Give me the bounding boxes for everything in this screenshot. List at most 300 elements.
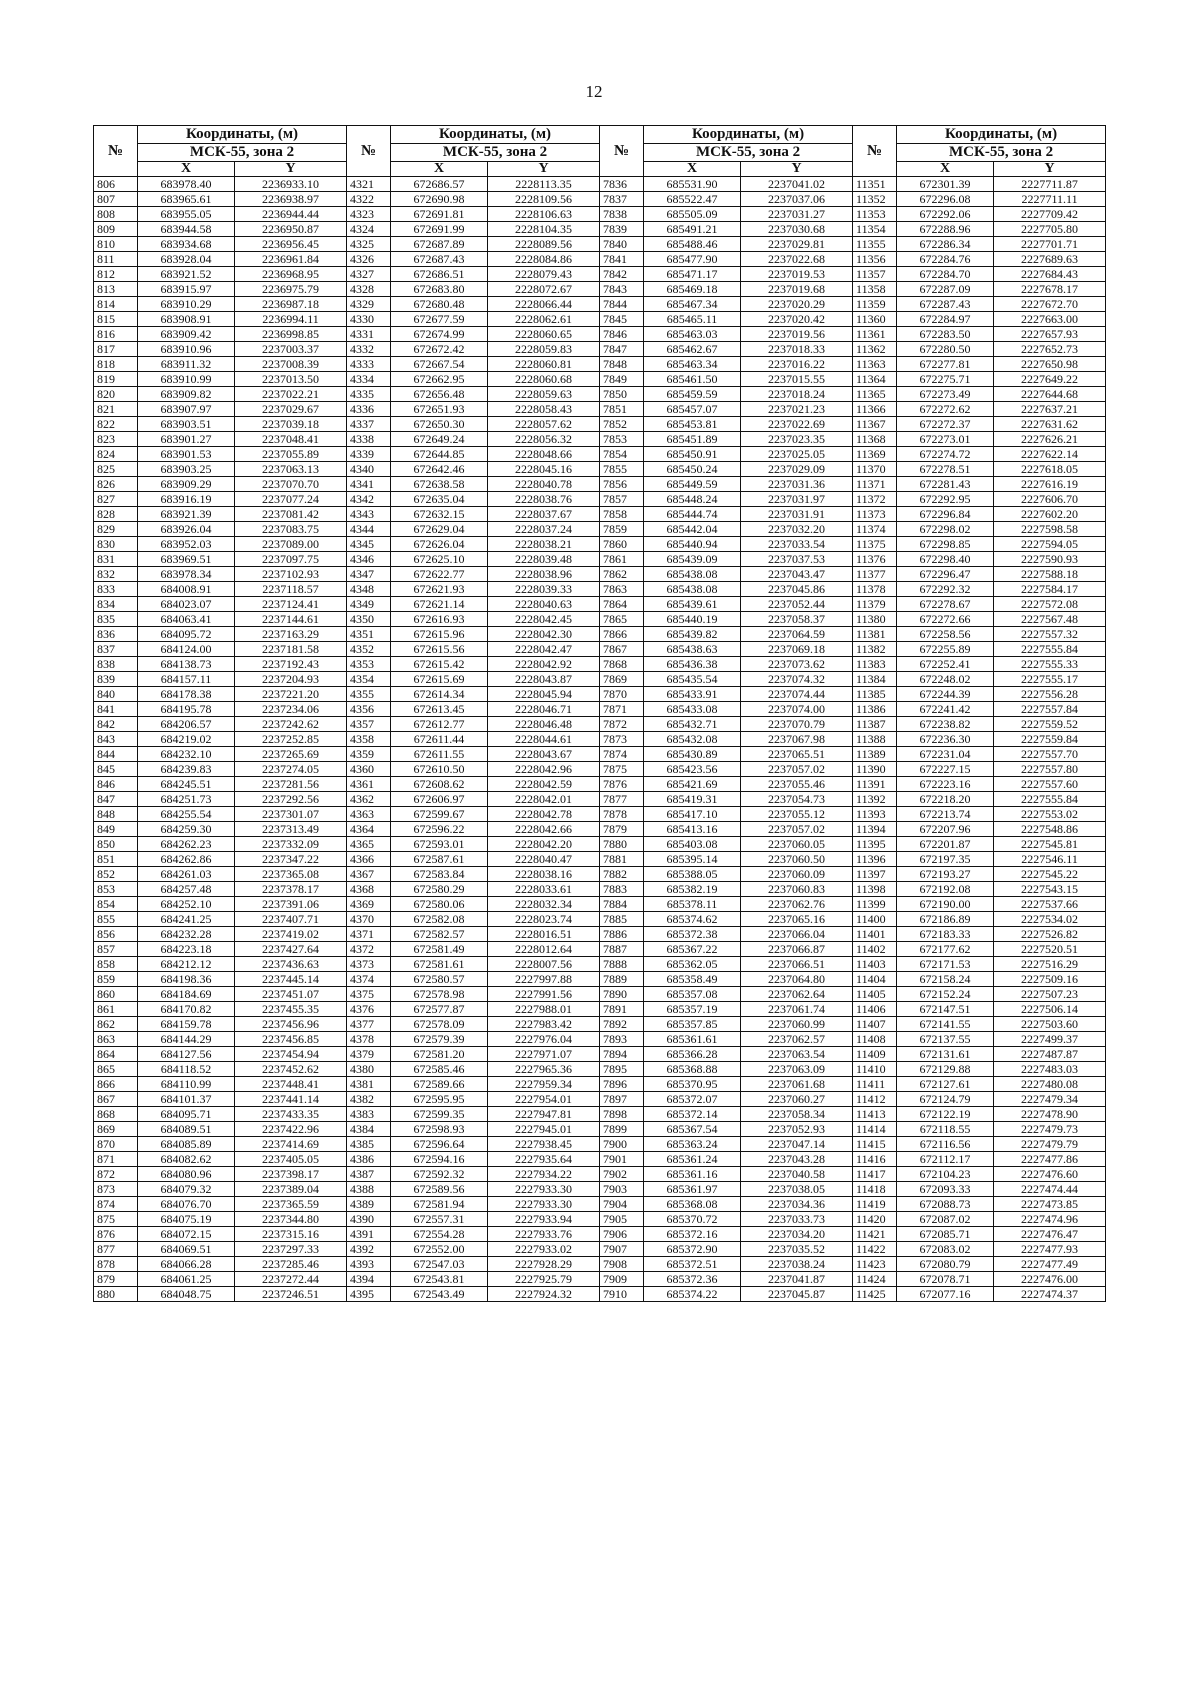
y-value-cell: 2237020.29 <box>741 297 853 312</box>
point-number-cell: 7857 <box>600 492 644 507</box>
x-value-cell: 672281.43 <box>897 477 994 492</box>
point-number-cell: 7851 <box>600 402 644 417</box>
x-value-cell: 672690.98 <box>391 192 488 207</box>
x-value-cell: 672580.29 <box>391 882 488 897</box>
point-number-cell: 7852 <box>600 417 644 432</box>
x-value-cell: 672611.44 <box>391 732 488 747</box>
table-row <box>94 1242 1106 1257</box>
x-value-cell: 684178.38 <box>138 687 235 702</box>
y-value-cell: 2227976.04 <box>488 1032 600 1047</box>
point-number-cell: 4387 <box>347 1167 391 1182</box>
x-value-cell: 672197.35 <box>897 852 994 867</box>
x-value-cell: 683909.82 <box>138 387 235 402</box>
table-row <box>94 237 1106 252</box>
y-value-cell: 2227526.82 <box>994 927 1106 942</box>
y-value-cell: 2227925.79 <box>488 1272 600 1287</box>
x-value-cell: 672137.55 <box>897 1032 994 1047</box>
x-value-cell: 683928.04 <box>138 252 235 267</box>
point-number-cell: 4326 <box>347 252 391 267</box>
y-value-cell: 2227616.19 <box>994 477 1106 492</box>
x-value-cell: 672152.24 <box>897 987 994 1002</box>
x-value-cell: 672192.08 <box>897 882 994 897</box>
point-number-cell: 11399 <box>853 897 897 912</box>
point-number-cell: 823 <box>94 432 138 447</box>
x-value-cell: 672129.88 <box>897 1062 994 1077</box>
y-value-cell: 2227474.37 <box>994 1287 1106 1302</box>
point-number-cell: 11423 <box>853 1257 897 1272</box>
y-value-cell: 2228104.35 <box>488 222 600 237</box>
x-value-cell: 683969.51 <box>138 552 235 567</box>
y-value-cell: 2227555.33 <box>994 657 1106 672</box>
x-value-cell: 685432.71 <box>644 717 741 732</box>
x-value-cell: 685372.16 <box>644 1227 741 1242</box>
table-row <box>94 1137 1106 1152</box>
point-number-cell: 7850 <box>600 387 644 402</box>
point-number-cell: 849 <box>94 822 138 837</box>
x-value-cell: 672554.28 <box>391 1227 488 1242</box>
point-number-cell: 7897 <box>600 1092 644 1107</box>
x-value-cell: 672190.00 <box>897 897 994 912</box>
x-value-cell: 672691.99 <box>391 222 488 237</box>
x-value-cell: 685463.03 <box>644 327 741 342</box>
x-value-cell: 672298.85 <box>897 537 994 552</box>
point-number-cell: 874 <box>94 1197 138 1212</box>
header-zone-4: МСК-55, зона 2 <box>897 144 1106 162</box>
y-value-cell: 2228042.20 <box>488 837 600 852</box>
table-row <box>94 1047 1106 1062</box>
x-value-cell: 683926.04 <box>138 522 235 537</box>
y-value-cell: 2237074.00 <box>741 702 853 717</box>
y-value-cell: 2227622.14 <box>994 447 1106 462</box>
point-number-cell: 11425 <box>853 1287 897 1302</box>
x-value-cell: 672581.94 <box>391 1197 488 1212</box>
x-value-cell: 685417.10 <box>644 807 741 822</box>
y-value-cell: 2237018.33 <box>741 342 853 357</box>
point-number-cell: 11405 <box>853 987 897 1002</box>
x-value-cell: 672589.56 <box>391 1182 488 1197</box>
point-number-cell: 11418 <box>853 1182 897 1197</box>
x-value-cell: 685436.38 <box>644 657 741 672</box>
x-value-cell: 672638.58 <box>391 477 488 492</box>
y-value-cell: 2237391.06 <box>235 897 347 912</box>
table-row <box>94 987 1106 1002</box>
x-value-cell: 672244.39 <box>897 687 994 702</box>
table-row <box>94 1272 1106 1287</box>
point-number-cell: 818 <box>94 357 138 372</box>
x-value-cell: 672273.01 <box>897 432 994 447</box>
x-value-cell: 672292.95 <box>897 492 994 507</box>
x-value-cell: 672078.71 <box>897 1272 994 1287</box>
x-value-cell: 685444.74 <box>644 507 741 522</box>
point-number-cell: 7900 <box>600 1137 644 1152</box>
x-value-cell: 684259.30 <box>138 822 235 837</box>
x-value-cell: 672598.93 <box>391 1122 488 1137</box>
x-value-cell: 684089.51 <box>138 1122 235 1137</box>
y-value-cell: 2237118.57 <box>235 582 347 597</box>
y-value-cell: 2227590.93 <box>994 552 1106 567</box>
point-number-cell: 842 <box>94 717 138 732</box>
y-value-cell: 2237060.83 <box>741 882 853 897</box>
y-value-cell: 2228046.71 <box>488 702 600 717</box>
y-value-cell: 2237003.37 <box>235 342 347 357</box>
table-row <box>94 477 1106 492</box>
point-number-cell: 4352 <box>347 642 391 657</box>
point-number-cell: 840 <box>94 687 138 702</box>
point-number-cell: 4328 <box>347 282 391 297</box>
point-number-cell: 4366 <box>347 852 391 867</box>
point-number-cell: 879 <box>94 1272 138 1287</box>
y-value-cell: 2227689.63 <box>994 252 1106 267</box>
point-number-cell: 11355 <box>853 237 897 252</box>
point-number-cell: 11383 <box>853 657 897 672</box>
y-value-cell: 2237045.87 <box>741 1287 853 1302</box>
header-zone-3: МСК-55, зона 2 <box>644 144 853 162</box>
y-value-cell: 2227556.28 <box>994 687 1106 702</box>
x-value-cell: 672296.47 <box>897 567 994 582</box>
y-value-cell: 2228042.92 <box>488 657 600 672</box>
y-value-cell: 2227503.60 <box>994 1017 1106 1032</box>
point-number-cell: 11396 <box>853 852 897 867</box>
y-value-cell: 2237163.29 <box>235 627 347 642</box>
point-number-cell: 4377 <box>347 1017 391 1032</box>
y-value-cell: 2227555.84 <box>994 792 1106 807</box>
point-number-cell: 7838 <box>600 207 644 222</box>
x-value-cell: 672662.95 <box>391 372 488 387</box>
x-value-cell: 685382.19 <box>644 882 741 897</box>
table-row <box>94 1062 1106 1077</box>
x-value-cell: 672272.37 <box>897 417 994 432</box>
x-value-cell: 683911.32 <box>138 357 235 372</box>
x-value-cell: 672087.02 <box>897 1212 994 1227</box>
y-value-cell: 2237019.68 <box>741 282 853 297</box>
y-value-cell: 2227933.76 <box>488 1227 600 1242</box>
y-value-cell: 2237234.06 <box>235 702 347 717</box>
y-value-cell: 2236975.79 <box>235 282 347 297</box>
y-value-cell: 2237031.27 <box>741 207 853 222</box>
point-number-cell: 806 <box>94 177 138 192</box>
x-value-cell: 684069.51 <box>138 1242 235 1257</box>
table-row <box>94 402 1106 417</box>
x-value-cell: 672635.04 <box>391 492 488 507</box>
point-number-cell: 880 <box>94 1287 138 1302</box>
x-value-cell: 685358.49 <box>644 972 741 987</box>
y-value-cell: 2237034.20 <box>741 1227 853 1242</box>
point-number-cell: 11384 <box>853 672 897 687</box>
y-value-cell: 2237022.68 <box>741 252 853 267</box>
x-value-cell: 672582.57 <box>391 927 488 942</box>
y-value-cell: 2228046.48 <box>488 717 600 732</box>
point-number-cell: 861 <box>94 1002 138 1017</box>
y-value-cell: 2237456.96 <box>235 1017 347 1032</box>
x-value-cell: 685439.09 <box>644 552 741 567</box>
x-value-cell: 672596.22 <box>391 822 488 837</box>
x-value-cell: 672632.15 <box>391 507 488 522</box>
point-number-cell: 11363 <box>853 357 897 372</box>
point-number-cell: 4363 <box>347 807 391 822</box>
point-number-cell: 4388 <box>347 1182 391 1197</box>
point-number-cell: 7856 <box>600 477 644 492</box>
y-value-cell: 2237272.44 <box>235 1272 347 1287</box>
x-value-cell: 685361.97 <box>644 1182 741 1197</box>
point-number-cell: 11397 <box>853 867 897 882</box>
x-value-cell: 685488.46 <box>644 237 741 252</box>
table-row <box>94 372 1106 387</box>
point-number-cell: 11357 <box>853 267 897 282</box>
y-value-cell: 2237013.50 <box>235 372 347 387</box>
y-value-cell: 2237061.68 <box>741 1077 853 1092</box>
x-value-cell: 672579.39 <box>391 1032 488 1047</box>
point-number-cell: 825 <box>94 462 138 477</box>
point-number-cell: 4381 <box>347 1077 391 1092</box>
y-value-cell: 2237315.16 <box>235 1227 347 1242</box>
point-number-cell: 4338 <box>347 432 391 447</box>
header-number-2: № <box>347 126 391 177</box>
table-row <box>94 552 1106 567</box>
y-value-cell: 2227534.02 <box>994 912 1106 927</box>
y-value-cell: 2237067.98 <box>741 732 853 747</box>
point-number-cell: 822 <box>94 417 138 432</box>
point-number-cell: 7847 <box>600 342 644 357</box>
table-row <box>94 1002 1106 1017</box>
point-number-cell: 7889 <box>600 972 644 987</box>
y-value-cell: 2237038.24 <box>741 1257 853 1272</box>
y-value-cell: 2237144.61 <box>235 612 347 627</box>
point-number-cell: 844 <box>94 747 138 762</box>
header-y-1: Y <box>235 162 347 177</box>
header-coord-title-1: Координаты, (м) <box>138 126 347 144</box>
y-value-cell: 2228039.33 <box>488 582 600 597</box>
x-value-cell: 685449.59 <box>644 477 741 492</box>
y-value-cell: 2237297.33 <box>235 1242 347 1257</box>
point-number-cell: 845 <box>94 762 138 777</box>
table-row <box>94 357 1106 372</box>
x-value-cell: 685433.08 <box>644 702 741 717</box>
x-value-cell: 672186.89 <box>897 912 994 927</box>
point-number-cell: 829 <box>94 522 138 537</box>
x-value-cell: 684184.69 <box>138 987 235 1002</box>
x-value-cell: 672610.50 <box>391 762 488 777</box>
y-value-cell: 2237064.80 <box>741 972 853 987</box>
point-number-cell: 7867 <box>600 642 644 657</box>
point-number-cell: 7871 <box>600 702 644 717</box>
x-value-cell: 684066.28 <box>138 1257 235 1272</box>
x-value-cell: 672677.59 <box>391 312 488 327</box>
y-value-cell: 2227997.88 <box>488 972 600 987</box>
y-value-cell: 2227959.34 <box>488 1077 600 1092</box>
x-value-cell: 685435.54 <box>644 672 741 687</box>
x-value-cell: 672272.66 <box>897 612 994 627</box>
y-value-cell: 2237033.73 <box>741 1212 853 1227</box>
y-value-cell: 2237047.14 <box>741 1137 853 1152</box>
y-value-cell: 2228106.63 <box>488 207 600 222</box>
point-number-cell: 7883 <box>600 882 644 897</box>
y-value-cell: 2227933.94 <box>488 1212 600 1227</box>
y-value-cell: 2227474.44 <box>994 1182 1106 1197</box>
y-value-cell: 2237066.04 <box>741 927 853 942</box>
point-number-cell: 826 <box>94 477 138 492</box>
x-value-cell: 684048.75 <box>138 1287 235 1302</box>
point-number-cell: 11354 <box>853 222 897 237</box>
point-number-cell: 7891 <box>600 1002 644 1017</box>
x-value-cell: 684241.25 <box>138 912 235 927</box>
point-number-cell: 872 <box>94 1167 138 1182</box>
y-value-cell: 2228060.68 <box>488 372 600 387</box>
y-value-cell: 2227557.80 <box>994 762 1106 777</box>
x-value-cell: 683908.91 <box>138 312 235 327</box>
x-value-cell: 683916.19 <box>138 492 235 507</box>
table-row <box>94 1287 1106 1302</box>
point-number-cell: 4394 <box>347 1272 391 1287</box>
point-number-cell: 11377 <box>853 567 897 582</box>
point-number-cell: 7864 <box>600 597 644 612</box>
point-number-cell: 4336 <box>347 402 391 417</box>
y-value-cell: 2228042.59 <box>488 777 600 792</box>
y-value-cell: 2237451.07 <box>235 987 347 1002</box>
y-value-cell: 2237301.07 <box>235 807 347 822</box>
point-number-cell: 4371 <box>347 927 391 942</box>
point-number-cell: 11365 <box>853 387 897 402</box>
point-number-cell: 4333 <box>347 357 391 372</box>
y-value-cell: 2227933.30 <box>488 1197 600 1212</box>
y-value-cell: 2228040.78 <box>488 477 600 492</box>
x-value-cell: 672127.61 <box>897 1077 994 1092</box>
point-number-cell: 873 <box>94 1182 138 1197</box>
y-value-cell: 2237060.09 <box>741 867 853 882</box>
x-value-cell: 672077.16 <box>897 1287 994 1302</box>
x-value-cell: 672683.80 <box>391 282 488 297</box>
y-value-cell: 2237030.68 <box>741 222 853 237</box>
y-value-cell: 2237081.42 <box>235 507 347 522</box>
point-number-cell: 7910 <box>600 1287 644 1302</box>
table-row <box>94 627 1106 642</box>
y-value-cell: 2237252.85 <box>235 732 347 747</box>
x-value-cell: 685367.54 <box>644 1122 741 1137</box>
point-number-cell: 7837 <box>600 192 644 207</box>
x-value-cell: 672298.40 <box>897 552 994 567</box>
x-value-cell: 685440.94 <box>644 537 741 552</box>
x-value-cell: 685357.19 <box>644 1002 741 1017</box>
y-value-cell: 2237065.51 <box>741 747 853 762</box>
point-number-cell: 11370 <box>853 462 897 477</box>
y-value-cell: 2227965.36 <box>488 1062 600 1077</box>
header-x-1: X <box>138 162 235 177</box>
point-number-cell: 11395 <box>853 837 897 852</box>
point-number-cell: 4384 <box>347 1122 391 1137</box>
table-row <box>94 777 1106 792</box>
x-value-cell: 672547.03 <box>391 1257 488 1272</box>
header-coord-title-4: Координаты, (м) <box>897 126 1106 144</box>
point-number-cell: 4392 <box>347 1242 391 1257</box>
y-value-cell: 2237057.02 <box>741 822 853 837</box>
x-value-cell: 672622.77 <box>391 567 488 582</box>
x-value-cell: 683901.53 <box>138 447 235 462</box>
y-value-cell: 2227477.86 <box>994 1152 1106 1167</box>
y-value-cell: 2237052.93 <box>741 1122 853 1137</box>
point-number-cell: 839 <box>94 672 138 687</box>
x-value-cell: 672284.70 <box>897 267 994 282</box>
x-value-cell: 672201.87 <box>897 837 994 852</box>
y-value-cell: 2237029.67 <box>235 402 347 417</box>
point-number-cell: 11391 <box>853 777 897 792</box>
x-value-cell: 684080.96 <box>138 1167 235 1182</box>
x-value-cell: 672273.49 <box>897 387 994 402</box>
point-number-cell: 11381 <box>853 627 897 642</box>
x-value-cell: 672583.84 <box>391 867 488 882</box>
table-row <box>94 822 1106 837</box>
y-value-cell: 2227933.30 <box>488 1182 600 1197</box>
point-number-cell: 7842 <box>600 267 644 282</box>
y-value-cell: 2237040.58 <box>741 1167 853 1182</box>
x-value-cell: 685433.91 <box>644 687 741 702</box>
table-row <box>94 267 1106 282</box>
x-value-cell: 684255.54 <box>138 807 235 822</box>
point-number-cell: 7848 <box>600 357 644 372</box>
x-value-cell: 672667.54 <box>391 357 488 372</box>
point-number-cell: 4362 <box>347 792 391 807</box>
x-value-cell: 685467.34 <box>644 297 741 312</box>
x-value-cell: 672286.34 <box>897 237 994 252</box>
point-number-cell: 868 <box>94 1107 138 1122</box>
y-value-cell: 2227476.60 <box>994 1167 1106 1182</box>
point-number-cell: 7859 <box>600 522 644 537</box>
point-number-cell: 7906 <box>600 1227 644 1242</box>
x-value-cell: 684023.07 <box>138 597 235 612</box>
table-row <box>94 192 1106 207</box>
x-value-cell: 672298.02 <box>897 522 994 537</box>
x-value-cell: 684252.10 <box>138 897 235 912</box>
point-number-cell: 7870 <box>600 687 644 702</box>
point-number-cell: 4343 <box>347 507 391 522</box>
table-row <box>94 1152 1106 1167</box>
x-value-cell: 683921.39 <box>138 507 235 522</box>
point-number-cell: 11408 <box>853 1032 897 1047</box>
point-number-cell: 11422 <box>853 1242 897 1257</box>
x-value-cell: 672280.50 <box>897 342 994 357</box>
x-value-cell: 672595.95 <box>391 1092 488 1107</box>
y-value-cell: 2237285.46 <box>235 1257 347 1272</box>
point-number-cell: 834 <box>94 597 138 612</box>
y-value-cell: 2237398.17 <box>235 1167 347 1182</box>
y-value-cell: 2237452.62 <box>235 1062 347 1077</box>
y-value-cell: 2237058.37 <box>741 612 853 627</box>
point-number-cell: 11412 <box>853 1092 897 1107</box>
x-value-cell: 683910.99 <box>138 372 235 387</box>
point-number-cell: 4340 <box>347 462 391 477</box>
point-number-cell: 7877 <box>600 792 644 807</box>
y-value-cell: 2228040.63 <box>488 597 600 612</box>
point-number-cell: 7876 <box>600 777 644 792</box>
y-value-cell: 2237365.59 <box>235 1197 347 1212</box>
x-value-cell: 685362.05 <box>644 957 741 972</box>
point-number-cell: 4334 <box>347 372 391 387</box>
y-value-cell: 2237242.62 <box>235 717 347 732</box>
y-value-cell: 2237033.54 <box>741 537 853 552</box>
x-value-cell: 684262.86 <box>138 852 235 867</box>
y-value-cell: 2237074.44 <box>741 687 853 702</box>
x-value-cell: 672642.46 <box>391 462 488 477</box>
table-row <box>94 957 1106 972</box>
y-value-cell: 2237455.35 <box>235 1002 347 1017</box>
x-value-cell: 683978.40 <box>138 177 235 192</box>
point-number-cell: 856 <box>94 927 138 942</box>
x-value-cell: 672124.79 <box>897 1092 994 1107</box>
point-number-cell: 7869 <box>600 672 644 687</box>
y-value-cell: 2236994.11 <box>235 312 347 327</box>
y-value-cell: 2227924.32 <box>488 1287 600 1302</box>
y-value-cell: 2227991.56 <box>488 987 600 1002</box>
point-number-cell: 7893 <box>600 1032 644 1047</box>
x-value-cell: 672691.81 <box>391 207 488 222</box>
